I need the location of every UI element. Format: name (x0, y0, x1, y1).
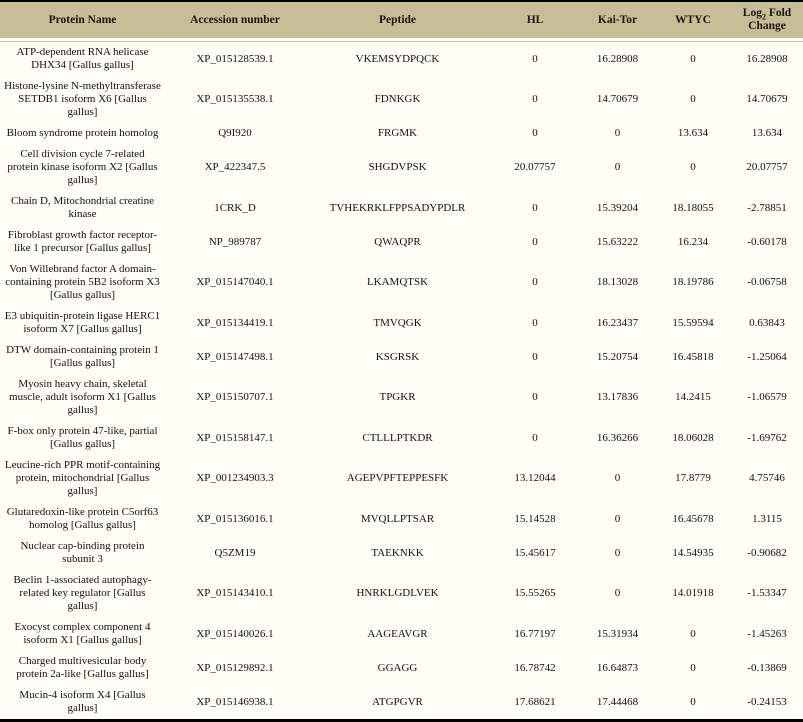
kai_tor-cell: 15.20754 (596, 350, 639, 363)
kai_tor-cell: 13.17836 (596, 391, 639, 403)
accession-cell: Q5ZM19 (214, 546, 256, 559)
wtyc-cell: 13.634 (677, 127, 709, 139)
log2fc-cell: -0.60178 (747, 235, 787, 248)
log2fc-cell: 0.63843 (749, 316, 785, 329)
log2fc-cell: -0.13869 (747, 661, 787, 674)
peptide-cell: GGAGG (377, 661, 418, 674)
hl-cell: 0 (490, 41, 580, 76)
table-body (0, 41, 803, 719)
peptide-cell: AAGEAVGR (367, 627, 428, 640)
hl-cell: 16.78742 (514, 661, 556, 674)
protein-cell: Von Willebrand factor A domain-containing protein 5B2 isoform X3 [Gallus gallus] (5, 263, 160, 301)
peptide-cell: SHGDVPSK (368, 161, 427, 173)
kai_tor-cell: 0 (614, 472, 621, 484)
table-row (0, 340, 803, 374)
peptide-cell: HNRKLGDLVEK (356, 587, 439, 599)
hl-cell: 0 (532, 350, 538, 363)
wtyc-cell: 16.45678 (672, 512, 714, 525)
log2fc-cell: -2.78851 (747, 201, 787, 214)
wtyc-cell: 18.19786 (672, 276, 714, 288)
table-row (0, 651, 803, 685)
peptide-cell: CTLLLPTKDR (362, 431, 433, 444)
log2fc-cell: -1.25064 (747, 350, 787, 363)
log2fc-cell: 13.634 (751, 127, 783, 139)
protein-cell: Glutaredoxin-like protein C5orf63 homolog [Gallus gallus] (6, 506, 159, 531)
log2fc-cell: 4.75746 (749, 472, 785, 484)
peptide-cell: AGEPVPFTEPPESFK (346, 472, 449, 484)
table-row (0, 306, 803, 340)
accession-cell: XP_001234903.3 (196, 472, 274, 484)
column-header-hl: HL (490, 2, 580, 41)
peptide-cell: KSGRSK (375, 350, 420, 363)
peptide-cell: TAEKNKK (371, 546, 424, 559)
table-row (0, 685, 803, 719)
protein-cell: Leucine-rich PPR motif-containing protein, mitochondrial [Gallus gallus] (4, 459, 161, 497)
kai_tor-cell: 14.70679 (596, 93, 639, 105)
table-row (0, 502, 803, 536)
hl-cell: 0 (532, 201, 538, 214)
accession-cell: XP_015128539.1 (165, 41, 305, 76)
table-row (0, 617, 803, 651)
table-row (0, 225, 803, 259)
hl-cell: 0 (532, 391, 538, 403)
log2fc-cell: -0.24153 (747, 695, 787, 708)
peptide-cell: TPGKR (379, 391, 416, 403)
accession-cell: XP_015150707.1 (196, 391, 274, 403)
protein-cell: DTW domain-containing protein 1 [Gallus gallus] (6, 344, 159, 369)
kai_tor-cell: 15.31934 (596, 627, 639, 640)
kai_tor-cell: 16.23437 (596, 316, 639, 329)
column-header-log2fc: Log$_2$ Fold Change (731, 2, 803, 41)
table-row (0, 123, 803, 144)
hl-cell: 15.14528 (514, 512, 556, 525)
protein-cell: Chain D, Mitochondrial creatine kinase (11, 195, 154, 220)
accession-cell: XP_015129892.1 (196, 661, 274, 674)
kai_tor-cell: 17.44468 (596, 695, 639, 708)
wtyc-cell: 14.01918 (672, 587, 714, 599)
accession-cell: XP_015158147.1 (196, 431, 274, 444)
hl-cell: 15.55265 (514, 587, 556, 599)
hl-cell: 0 (532, 127, 538, 139)
wtyc-cell: 14.54935 (672, 546, 714, 559)
wtyc-cell: 18.06028 (672, 431, 714, 444)
protein-cell: F-box only protein 47-like, partial [Gallus gallus] (7, 425, 158, 450)
protein-cell: Mucin-4 isoform X4 [Gallus gallus] (19, 689, 146, 714)
log2fc-cell: 14.70679 (746, 93, 788, 105)
kai_tor-cell: 0 (614, 161, 621, 173)
wtyc-cell: 18.18055 (672, 201, 714, 214)
peptide-cell: VKEMSYDPQCK (305, 41, 490, 76)
protein-cell: Histone-lysine N-methyltransferase SETDB1 isoform X6 [Gallus gallus] (4, 80, 161, 118)
wtyc-cell: 0 (690, 93, 696, 105)
table-row (0, 570, 803, 617)
peptide-cell: TMVQGK (373, 316, 422, 329)
column-header-wtyc: WTYC (655, 2, 731, 41)
table-row (0, 191, 803, 225)
hl-cell: 0 (532, 316, 538, 329)
hl-cell: 0 (532, 431, 538, 444)
hl-cell: 13.12044 (514, 472, 556, 484)
accession-cell: Q9I920 (218, 127, 252, 139)
protein-cell: Charged multivesicular body protein 2a-like [Gallus gallus] (16, 655, 149, 680)
protein-cell: Cell division cycle 7-related protein kinase isoform X2 [Gallus gallus] (7, 148, 158, 186)
hl-cell: 0 (532, 93, 538, 105)
wtyc-cell: 0 (690, 695, 696, 708)
kai_tor-cell: 0 (614, 587, 621, 599)
protein-cell: Exocyst complex component 4 isoform X1 [Gallus gallus] (14, 621, 151, 646)
table-header-row (0, 2, 803, 41)
accession-cell: XP_015147498.1 (196, 350, 274, 363)
wtyc-cell: 0 (690, 627, 696, 640)
protein-cell: Nuclear cap-binding protein subunit 3 (20, 540, 145, 565)
log2-subscript: 2 (761, 12, 766, 22)
table-row (0, 455, 803, 502)
kai_tor-cell: 16.28908 (580, 41, 655, 76)
accession-cell: XP_015134419.1 (196, 316, 274, 329)
log2fc-cell: -1.45263 (747, 627, 787, 640)
protein-cell: E3 ubiquitin-protein ligase HERC1 isoform X7 [Gallus gallus] (4, 310, 161, 335)
table-row (0, 144, 803, 191)
peptide-cell: MVQLLPTSAR (360, 512, 435, 525)
log2fc-cell: -1.69762 (747, 431, 787, 444)
peptide-cell: FDNKGK (374, 93, 421, 105)
protein-cell: ATP-dependent RNA helicase DHX34 [Gallus gallus] (0, 41, 165, 76)
wtyc-cell: 17.8779 (675, 472, 711, 484)
wtyc-cell: 16.45818 (672, 350, 714, 363)
table-row (0, 421, 803, 455)
log2fc-cell: -1.06579 (747, 391, 787, 403)
table-row (0, 536, 803, 570)
accession-cell: XP_015147040.1 (196, 276, 274, 288)
hl-cell: 0 (532, 235, 538, 248)
log2fc-cell: 20.07757 (746, 161, 788, 173)
accession-cell: XP_015135538.1 (196, 93, 274, 105)
accession-cell: XP_015146938.1 (196, 695, 274, 708)
wtyc-cell: 16.234 (677, 235, 709, 248)
hl-cell: 0 (532, 276, 538, 288)
accession-cell: NP_989787 (208, 235, 262, 248)
kai_tor-cell: 15.63222 (596, 235, 639, 248)
column-header-protein: Protein Name (0, 2, 165, 41)
wtyc-cell: 0 (655, 41, 731, 76)
kai_tor-cell: 16.64873 (596, 661, 639, 674)
table-row (0, 41, 803, 76)
kai_tor-cell: 16.36266 (596, 431, 639, 444)
log2fc-cell: 16.28908 (731, 41, 803, 76)
peptide-cell: QWAQPR (374, 235, 421, 248)
table-row (0, 76, 803, 123)
hl-cell: 16.77197 (514, 627, 556, 640)
kai_tor-cell: 15.39204 (596, 201, 639, 214)
wtyc-cell: 14.2415 (675, 391, 711, 403)
hl-cell: 20.07757 (514, 161, 556, 173)
column-header-kai_tor: Kai-Tor (580, 2, 655, 41)
peptide-cell: LKAMQTSK (366, 276, 429, 288)
wtyc-cell: 15.59594 (672, 316, 714, 329)
hl-cell: 17.68621 (514, 695, 556, 708)
accession-cell: 1CRK_D (214, 201, 256, 214)
peptide-cell: TVHEKRKLFPPSADYPDLR (329, 201, 466, 214)
protein-cell: Myosin heavy chain, skeletal muscle, adult isoform X1 [Gallus gallus] (9, 378, 156, 416)
protein-cell: Beclin 1-associated autophagy-related key regulator [Gallus gallus] (13, 574, 152, 612)
accession-cell: XP_015143410.1 (196, 587, 274, 599)
log2fc-cell: -1.53347 (747, 587, 787, 599)
kai_tor-cell: 0 (614, 512, 621, 525)
log2fc-cell: -0.06758 (747, 276, 787, 288)
wtyc-cell: 0 (690, 161, 696, 173)
column-header-accession: Accession number (165, 2, 305, 41)
protein-cell: Bloom syndrome protein homolog (6, 127, 159, 139)
accession-cell: XP_422347.5 (204, 161, 266, 173)
table-row (0, 374, 803, 421)
kai_tor-cell: 0 (614, 546, 621, 559)
accession-cell: XP_015140026.1 (196, 627, 274, 640)
table-row (0, 259, 803, 306)
log2fc-cell: -0.90682 (747, 546, 787, 559)
protein-cell: Fibroblast growth factor receptor-like 1 precursor [Gallus gallus] (7, 229, 158, 254)
table-header (0, 2, 803, 41)
accession-cell: XP_015136016.1 (196, 512, 274, 525)
peptide-cell: ATGPGVR (372, 695, 423, 708)
column-header-peptide: Peptide (305, 2, 490, 41)
wtyc-cell: 0 (690, 661, 696, 674)
peptide-cell: FRGMK (377, 127, 418, 139)
kai_tor-cell: 0 (614, 127, 621, 139)
log2fc-cell: 1.3115 (752, 512, 782, 525)
hl-cell: 15.45617 (514, 546, 556, 559)
kai_tor-cell: 18.13028 (596, 276, 639, 288)
